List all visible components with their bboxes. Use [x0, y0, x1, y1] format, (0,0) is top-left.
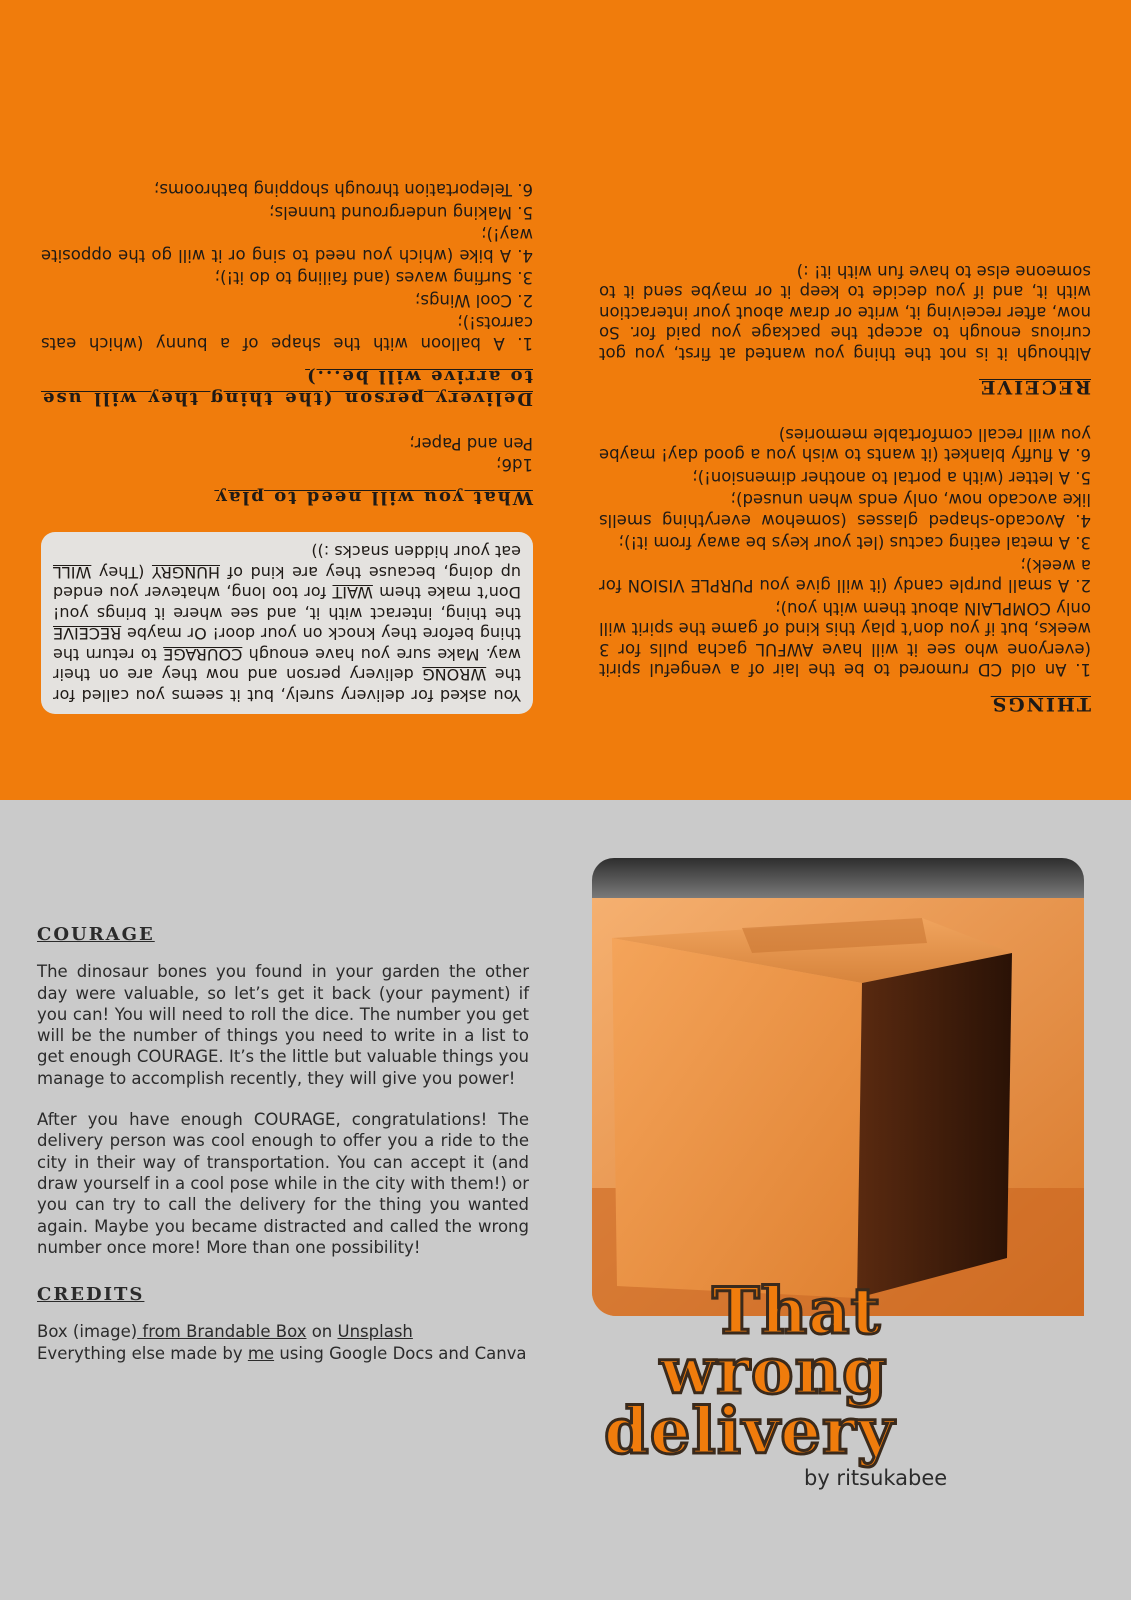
courage-header: COURAGE: [37, 924, 155, 945]
intro-text: to return the thing before they knock on your door! Or maybe: [52, 624, 521, 664]
cardboard-box-photo: [592, 898, 1084, 1316]
list-item: 1. A balloon with the shape of a bunny (which eats carrots!);: [41, 313, 533, 353]
list-item: 6. Teleportation through shopping bathrooms;: [153, 180, 533, 200]
list-item: 5. Making underground tunnels;: [268, 203, 533, 222]
credits-link[interactable]: from Brandable Box: [137, 1322, 307, 1342]
intro-text: the thing, interact with it, and see where it brings you! Don’t make them: [53, 583, 521, 623]
list-item: 5. A letter (with a portal to another dimension!);: [692, 468, 1091, 487]
intro-text: for too long, whatever you ended up doing, because they are kind of: [53, 563, 521, 603]
transport-header: Delivery person (the thing they will use to arrive will be...): [41, 366, 533, 409]
credits-text: on: [306, 1322, 338, 1342]
credits-text: Box (image): [37, 1322, 138, 1342]
transport-list: [41, 179, 533, 353]
list-item: 2. A small purple candy (it will give you PURPLE VISION for a week);: [599, 556, 1091, 596]
credits-header: CREDITS: [37, 1284, 145, 1306]
list-item: 6. A fluffy blanket (it wants to wish you a good day! maybe you will recall comfortable memories): [599, 425, 1091, 465]
box-photo-frame: [592, 858, 1084, 1343]
unsplash-link[interactable]: Unsplash: [337, 1322, 413, 1342]
intro-keyword: WRONG: [422, 665, 487, 685]
author-byline: by ritsukabee: [804, 1466, 948, 1490]
zine-title: [600, 1274, 1100, 1469]
intro-keyword: RECEIVE: [53, 624, 122, 644]
receive-text: Although it is not the thing you wanted at first, you got curious enough to accept the package you paid for. So now, after receiving it, write or draw about your interaction with it, and if you decide to keep it or maybe send it to someone else to have fun with it! :): [599, 262, 1091, 363]
things-header: THINGS: [990, 693, 1091, 715]
intro-text: You asked for delivery surely, but it seems you called for the: [53, 665, 521, 705]
intro-text: delivery person and now they are on their way. Make sure you have enough: [53, 645, 521, 685]
intro-bubble: [41, 532, 533, 714]
intro-text: eat your hidden snacks :)): [311, 542, 521, 562]
credits-line: [37, 1343, 529, 1364]
need-header: What you will need to play: [214, 487, 533, 508]
list-item: 1. An old CD rumored to be the lair of a vengeful spirit (everyone who see it will have AWFUL gacha pulls for 3 weeks, but if you don’t play this kind of game the spirit will only COMPLAIN about them with you);: [599, 599, 1091, 680]
courage-paragraph: After you have enough COURAGE, congratulations! The delivery person was cool enough to offer you a ride to the city in their way of transportation. You can accept it (and draw yourself in a cool pose while in the city with them!) or you can try to call the delivery for the thing you wanted again. Maybe you became distracted and called the wrong number once more! More than one possibility!: [37, 1110, 529, 1257]
title-line: wrong: [660, 1334, 888, 1409]
intro-keyword: COURAGE: [163, 645, 243, 664]
receive-header: RECEIVE: [979, 376, 1091, 399]
list-item: 3. Surfing waves (and failing to do it!);: [214, 268, 533, 288]
intro-keyword: WAIT: [332, 583, 373, 603]
title-line: delivery: [604, 1394, 895, 1469]
need-item: Pen and Paper;: [409, 434, 533, 454]
credits-text: Everything else made by: [37, 1343, 248, 1363]
cardboard-box-icon: [592, 898, 1084, 1316]
credits-line: [37, 1321, 529, 1342]
courage-section: [37, 924, 529, 1364]
list-item: 4. A bike (which you need to sing or it will go the opposite way!);: [41, 225, 533, 265]
list-item: 3. A metal eating cactus (let your keys be away from it!);: [618, 533, 1091, 553]
title-line: That: [712, 1274, 882, 1349]
intro-text: (They: [91, 563, 152, 582]
courage-paragraph: The dinosaur bones you found in your garden the other day were valuable, so let’s get it back (your payment) if you can! You will need to roll the dice. The number you get will be the number of things you need to write in a list to get enough COURAGE. It’s the little but valuable things you manage to accomplish recently, they will give you power!: [37, 962, 529, 1088]
intro-keyword: WILL: [52, 563, 92, 582]
credits-text: using Google Docs and Canva: [274, 1343, 527, 1363]
list-item: 4. Avocado-shaped glasses (somehow everything smells like avocado now, only ends when unused);: [599, 490, 1091, 530]
need-item: 1d6;: [495, 455, 533, 474]
intro-column: [41, 177, 533, 714]
list-item: 2. Cool Wings;: [414, 291, 533, 310]
things-column: [599, 261, 1091, 715]
author-link[interactable]: me: [247, 1343, 275, 1363]
things-list: [599, 424, 1091, 680]
intro-keyword: HUNGRY: [151, 563, 220, 582]
